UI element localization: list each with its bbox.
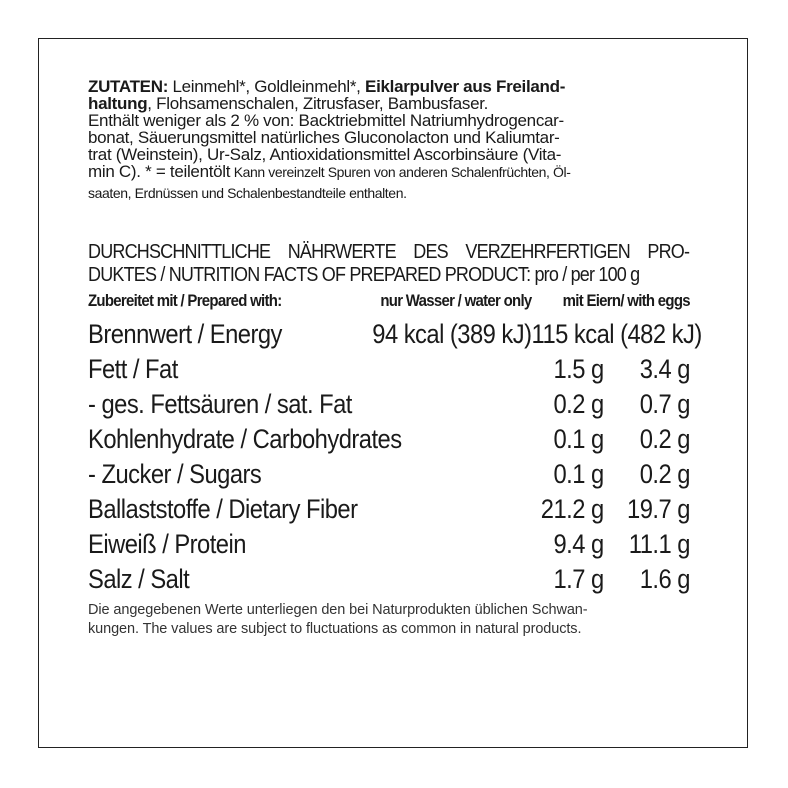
heading-word: DES [413, 241, 448, 263]
col-with-eggs: mit Eiern/ with eggs [562, 291, 690, 310]
nutrient-name: Eiweiß / Protein [88, 529, 246, 559]
value-eggs: 11.1 g [628, 529, 690, 559]
nutrient-name: Salz / Salt [88, 564, 190, 594]
ingredients-line-4: bonat, Säuerungsmittel natürliches Gluconolacton und Kaliumtar- [88, 128, 560, 147]
ingredients-egg-white-cont: haltung [88, 94, 148, 113]
disclaimer [88, 601, 696, 639]
value-eggs: 19.7 g [627, 494, 690, 524]
nutrition-heading [88, 241, 689, 287]
value-water: 21.2 g [540, 494, 604, 524]
nutrient-name: - ges. Fettsäuren / sat. Fat [88, 389, 352, 419]
nutrition-heading-line-2: DUKTES / NUTRITION FACTS OF PREPARED PRODUCT: pro / per 100 g [88, 264, 640, 286]
ingredients-line-2 [88, 95, 696, 112]
ingredients-line-5: trat (Weinstein), Ur-Salz, Antioxidationsmittel Ascorbinsäure (Vita- [88, 145, 562, 164]
ingredients-text-2: , Flohsamenschalen, Zitrusfaser, Bambusfaser. [147, 94, 489, 113]
heading-word: DURCHSCHNITTLICHE [88, 241, 271, 263]
value-water: 9.4 g [553, 529, 604, 559]
nutrient-name: - Zucker / Sugars [88, 459, 262, 489]
disclaimer-line-1: Die angegebenen Werte unterliegen den bei Naturprodukten üblichen Schwan- [88, 602, 588, 618]
value-water: 1.5 g [553, 354, 604, 384]
nutrition-heading-line-1 [88, 241, 689, 264]
nutrition-row-salt [88, 562, 690, 597]
value-eggs: 115 kcal (482 kJ) [531, 319, 702, 349]
ingredients-label: ZUTATEN: [88, 77, 169, 96]
nutrition-row-fat [88, 352, 690, 387]
value-water: 94 kcal (389 kJ) [372, 319, 532, 349]
ingredients-line-3: Enthält weniger als 2 % von: Backtriebmittel Natriumhydrogencar- [88, 111, 564, 130]
ingredients-line-6 [88, 163, 696, 181]
allergen-note-1: Kann vereinzelt Spuren von anderen Schalenfrüchten, Öl- [230, 164, 571, 180]
nutrition-row-carbs [88, 422, 690, 457]
value-water: 0.2 g [553, 389, 604, 419]
nutrition-row-sugars [88, 457, 690, 492]
nutrient-name: Brennwert / Energy [88, 319, 282, 349]
column-headers [88, 291, 690, 311]
nutrient-name: Kohlenhydrate / Carbohydrates [88, 424, 402, 454]
nutrition-row-protein [88, 527, 690, 562]
value-water: 0.1 g [553, 424, 604, 454]
value-eggs: 0.2 g [639, 459, 690, 489]
ingredients-line-1 [88, 78, 696, 95]
label-content [88, 77, 702, 639]
heading-word: NÄHRWERTE [287, 241, 396, 263]
value-eggs: 1.6 g [639, 564, 690, 594]
value-eggs: 3.4 g [639, 354, 690, 384]
heading-word: VERZEHRFERTIGEN [465, 241, 630, 263]
ingredients-text-6: min C). * = teilentölt [88, 162, 231, 181]
col-prepared-with: Zubereitet mit / Prepared with: [88, 291, 282, 310]
nutrition-row-energy [88, 317, 702, 352]
disclaimer-line-2: kungen. The values are subject to fluctuations as common in natural products. [88, 621, 582, 637]
ingredients-egg-white: Eiklarpulver aus Freiland- [365, 77, 566, 96]
col-water-only: nur Wasser / water only [380, 291, 532, 310]
value-water: 0.1 g [553, 459, 604, 489]
nutrition-row-sat-fat [88, 387, 690, 422]
nutrient-name: Ballaststoffe / Dietary Fiber [88, 494, 358, 524]
allergen-note-2: saaten, Erdnüssen und Schalenbestandteile enthalten. [88, 185, 407, 201]
nutrition-table [88, 317, 702, 597]
ingredients-block [88, 78, 696, 205]
nutrient-name: Fett / Fat [88, 354, 178, 384]
value-eggs: 0.2 g [639, 424, 690, 454]
value-water: 1.7 g [553, 564, 604, 594]
heading-word: PRO- [647, 241, 690, 263]
ingredients-text-1: Leinmehl*, Goldleinmehl*, [168, 77, 366, 96]
value-eggs: 0.7 g [639, 389, 690, 419]
nutrition-row-fiber [88, 492, 690, 527]
